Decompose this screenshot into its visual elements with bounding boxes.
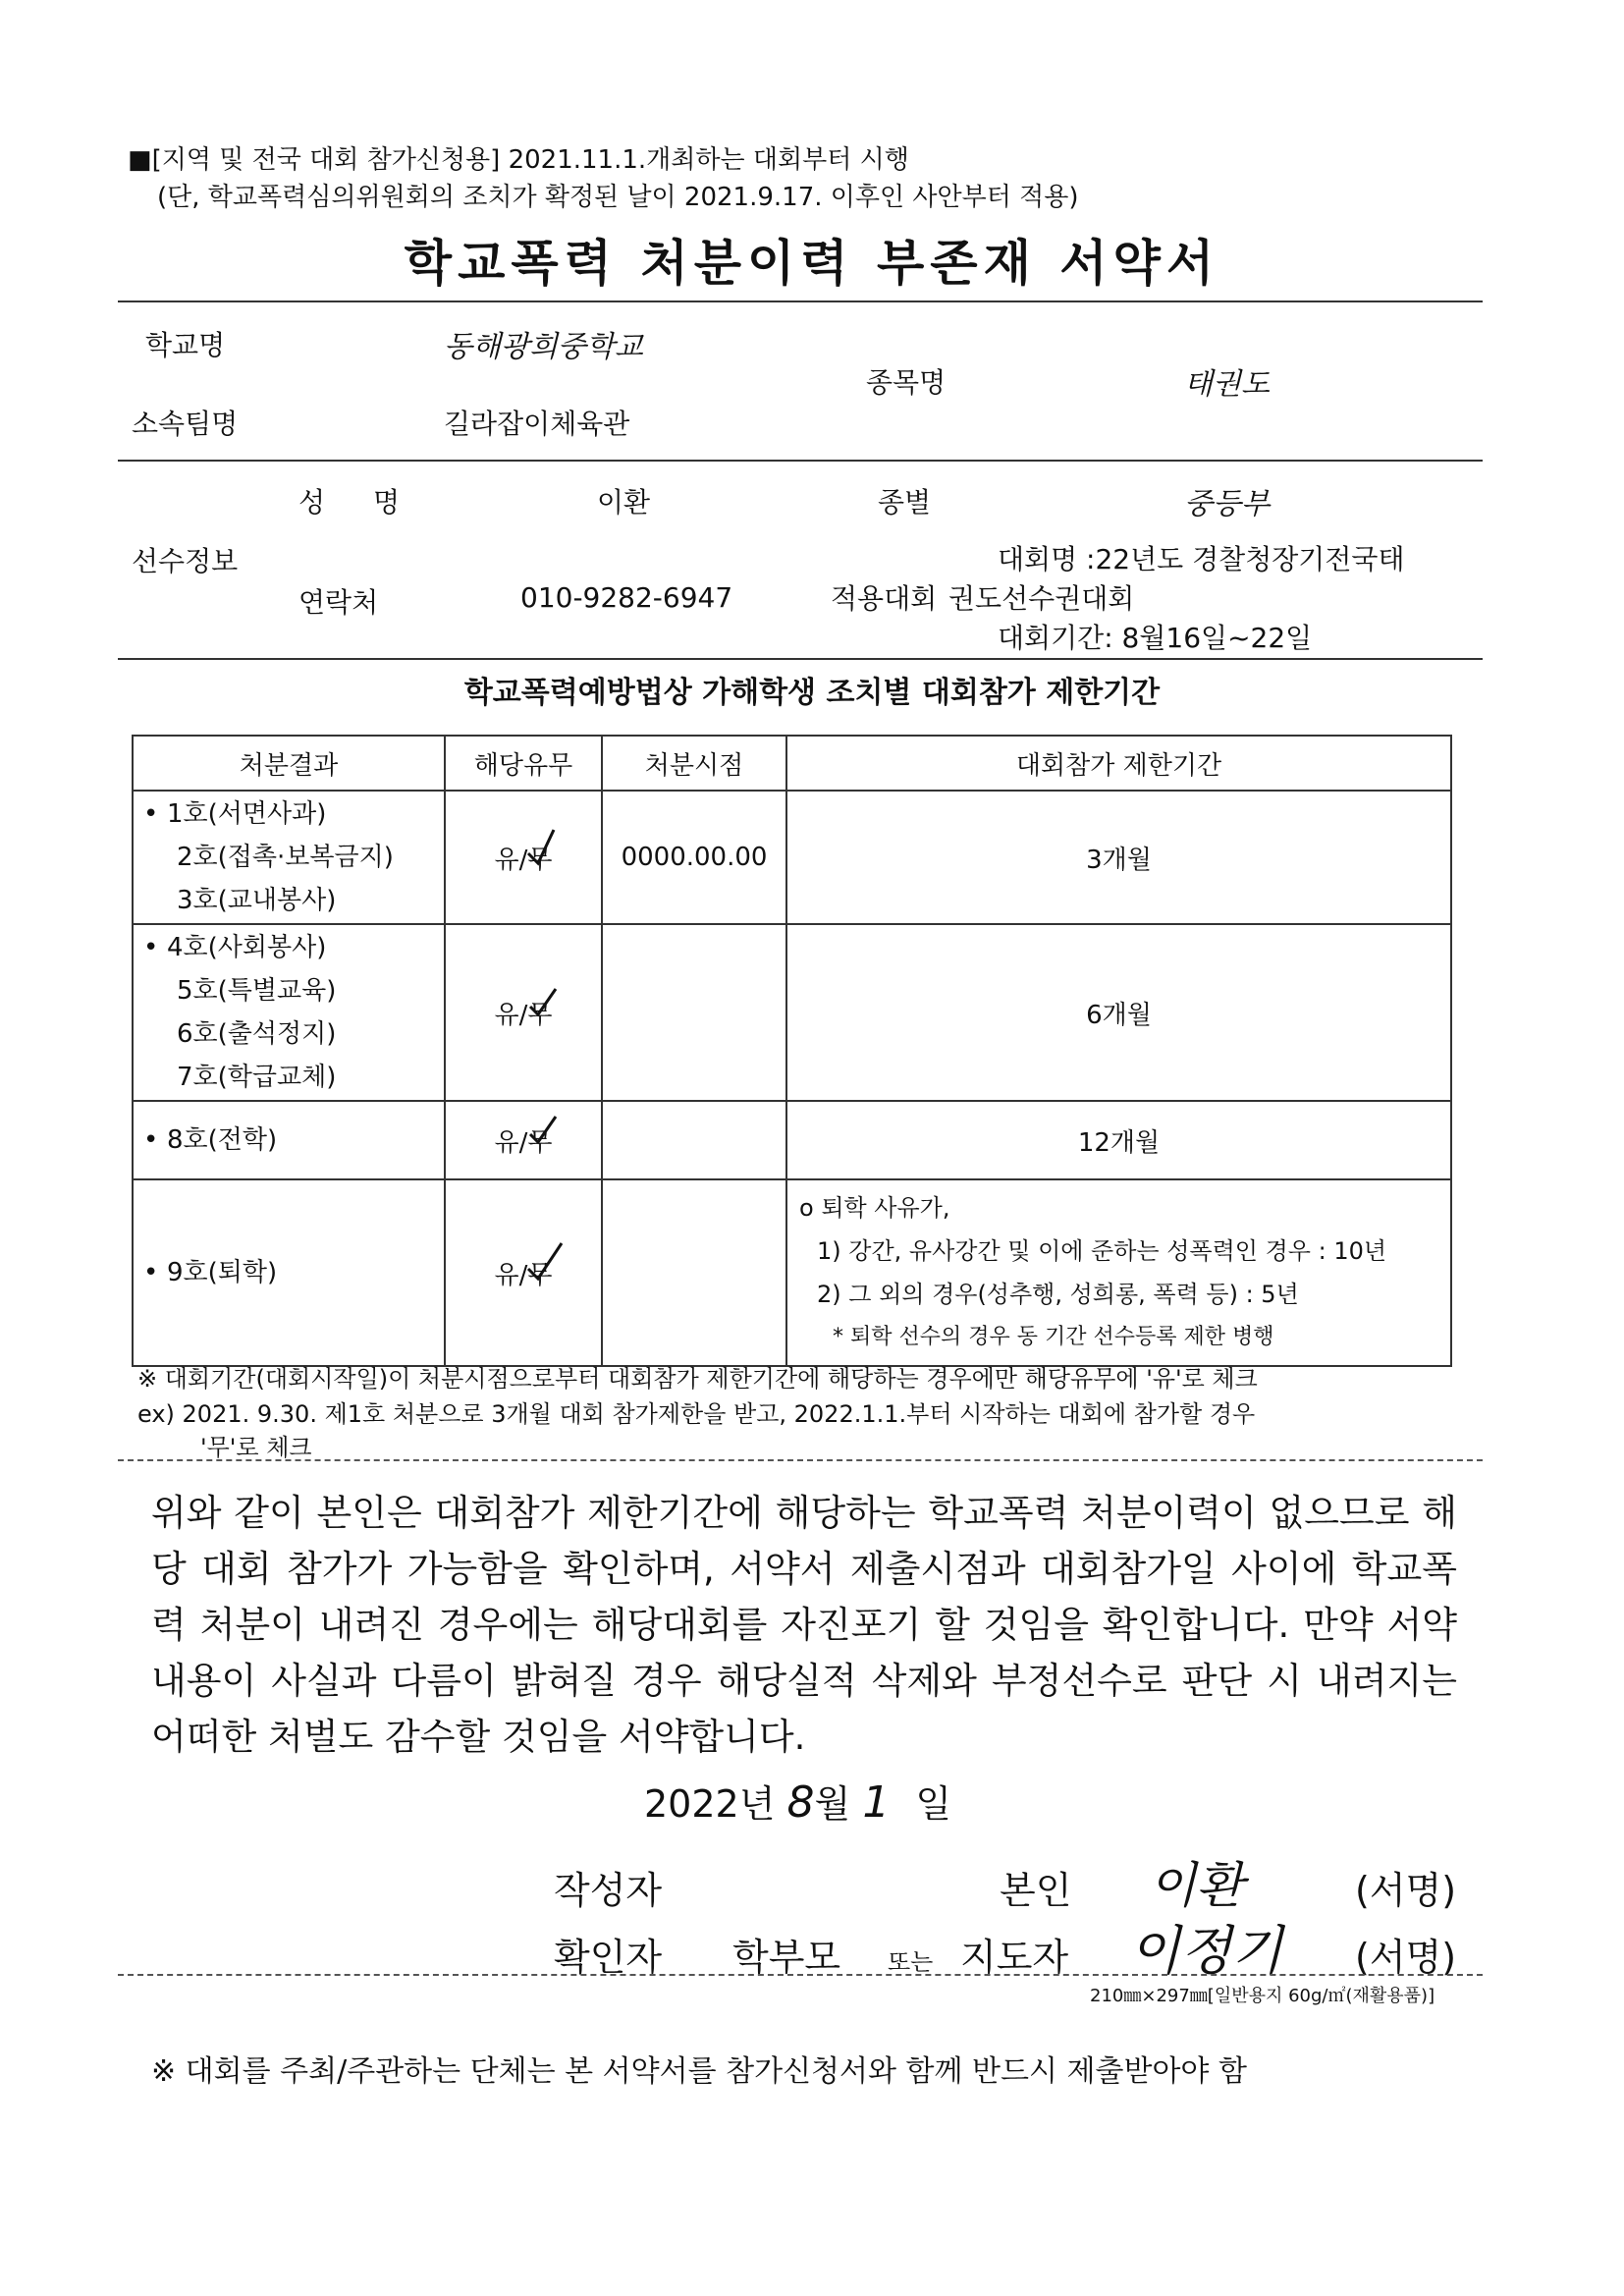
check-text: 유/무 bbox=[494, 1127, 553, 1158]
school-label: 학교명 bbox=[145, 329, 226, 361]
result-item: 7호(학급교체) bbox=[177, 1063, 337, 1092]
header-result: 처분결과 bbox=[133, 736, 445, 791]
checkmark-icon bbox=[524, 1239, 571, 1286]
category-value: 중등부 bbox=[1184, 487, 1270, 521]
sign-mark-1: (서명) bbox=[1355, 1869, 1457, 1912]
coach-label: 지도자 bbox=[960, 1936, 1069, 1979]
divider bbox=[118, 301, 1483, 302]
self-label: 본인 bbox=[1000, 1869, 1072, 1912]
checkmark-icon bbox=[524, 1107, 571, 1154]
footer-note: ※ 대회를 주최/주관하는 단체는 본 서약서를 참가신청서와 함께 반드시 제출받아야 함 bbox=[151, 2054, 1247, 2089]
check-text: 유/무 bbox=[494, 845, 553, 875]
header-limit: 대회참가 제한기간 bbox=[786, 736, 1451, 791]
divider bbox=[118, 1974, 1483, 1976]
divider bbox=[118, 658, 1483, 660]
coach-signature: 이정기 bbox=[1129, 1920, 1283, 1982]
paper-spec: 210㎜×297㎜[일반용지 60g/㎡(재활용품)] bbox=[1090, 1986, 1435, 2006]
name-label: 성 명 bbox=[298, 486, 419, 519]
meet-period: 대회기간: 8월16일~22일 bbox=[998, 622, 1313, 654]
pledge-paragraph: 위와 같이 본인은 대회참가 제한기간에 해당하는 학교폭력 처분이력이 없으므로 해당 대회 참가가 가능함을 확인하며, 서약서 제출시점과 대회참가일 사이에 학교폭력 처분이 내려진 경우에는 해당대회를 자진포기 할 것임을 확인합니다. 만약 서약내용이 사실과 다름이 밝혀질 경우 해당실적 삭제와 부정선수로 판단 시 내려지는 어떠한 처벌도 감수할 것임을 서약합니다. bbox=[151, 1492, 1457, 1758]
date-day: 일 bbox=[915, 1782, 952, 1826]
meet-name-line1: 대회명 :22년도 경찰청장기전국태 bbox=[998, 543, 1405, 575]
note-3: '무'로 체크 bbox=[200, 1434, 312, 1461]
restriction-table bbox=[132, 735, 1452, 1367]
date-cell: 0000.00.00 bbox=[602, 791, 786, 924]
date-year: 2022년 bbox=[644, 1782, 776, 1826]
limit-cell bbox=[786, 1179, 1451, 1366]
limit-cell: 12개월 bbox=[786, 1101, 1451, 1179]
or-label: 또는 bbox=[888, 1948, 934, 1976]
result-cell: • 9호(퇴학) bbox=[133, 1179, 445, 1366]
date-cell bbox=[602, 1101, 786, 1179]
applied-meet-label: 적용대회 bbox=[831, 582, 938, 615]
date-line bbox=[644, 1774, 951, 1828]
table-row bbox=[133, 1179, 1451, 1366]
team-value: 길라잡이체육관 bbox=[444, 408, 630, 440]
player-info-label: 선수정보 bbox=[132, 545, 239, 577]
date-cell bbox=[602, 924, 786, 1101]
result-item: 5호(특별교육) bbox=[177, 976, 337, 1006]
contact-label: 연락처 bbox=[298, 586, 379, 619]
table-row bbox=[133, 924, 1451, 1101]
result-item: 3호(교내봉사) bbox=[177, 886, 337, 915]
writer-label: 작성자 bbox=[554, 1869, 663, 1912]
header-applicable: 해당유무 bbox=[445, 736, 602, 791]
date-day-hand: 1 bbox=[862, 1777, 891, 1828]
team-label: 소속팀명 bbox=[132, 408, 239, 440]
note-2: ex) 2021. 9.30. 제1호 처분으로 3개월 대회 참가제한을 받고, 2022.1.1.부터 시작하는 대회에 참가할 경우 bbox=[137, 1400, 1256, 1428]
applicable-cell bbox=[445, 1179, 602, 1366]
self-signature: 이환 bbox=[1149, 1857, 1244, 1914]
result-item: 6호(출석정지) bbox=[177, 1019, 337, 1049]
applicable-cell bbox=[445, 791, 602, 924]
check-text: 유/무 bbox=[494, 1260, 553, 1290]
date-cell bbox=[602, 1179, 786, 1366]
checkmark-icon bbox=[524, 824, 571, 871]
result-item: 8호(전학) bbox=[167, 1125, 278, 1155]
check-text: 유/무 bbox=[494, 1000, 553, 1030]
name-value: 이환 bbox=[597, 486, 651, 519]
result-item: 1호(서면사과) bbox=[167, 799, 327, 829]
result-item: 2호(접촉·보복금지) bbox=[177, 843, 394, 872]
table-row bbox=[133, 1101, 1451, 1179]
reason-line: 1) 강간, 유사강간 및 이에 준하는 성폭력인 경우 : 10년 bbox=[817, 1237, 1387, 1265]
limit-cell: 3개월 bbox=[786, 791, 1451, 924]
event-label: 종목명 bbox=[866, 366, 947, 399]
header-line-2: (단, 학교폭력심의위원회의 조치가 확정된 날이 2021.9.17. 이후인 사안부터 적용) bbox=[157, 183, 1079, 212]
event-value: 태권도 bbox=[1184, 367, 1270, 402]
header-line-1: ■[지역 및 전국 대회 참가신청용] 2021.11.1.개최하는 대회부터 시행 bbox=[128, 145, 909, 175]
school-value: 동해광희중학교 bbox=[444, 330, 643, 364]
table-header-row bbox=[133, 736, 1451, 791]
reason-line: o 퇴학 사유가, bbox=[799, 1194, 950, 1222]
document-title: 학교폭력 처분이력 부존재 서약서 bbox=[404, 235, 1220, 292]
applicable-cell bbox=[445, 924, 602, 1101]
divider bbox=[118, 460, 1483, 462]
contact-value: 010-9282-6947 bbox=[520, 581, 733, 614]
checkmark-icon bbox=[524, 979, 571, 1026]
result-item: 4호(사회봉사) bbox=[167, 933, 327, 962]
reason-line: 2) 그 외의 경우(성추행, 성희롱, 폭력 등) : 5년 bbox=[817, 1281, 1299, 1308]
date-month-hand: 8 bbox=[786, 1777, 815, 1828]
limit-cell: 6개월 bbox=[786, 924, 1451, 1101]
divider bbox=[118, 1459, 1483, 1461]
result-cell: • 8호(전학) bbox=[133, 1101, 445, 1179]
confirmer-label: 확인자 bbox=[554, 1936, 663, 1979]
result-item: 9호(퇴학) bbox=[167, 1258, 278, 1287]
result-cell: • 1호(서면사과) 2호(접촉·보복금지) 3호(교내봉사) bbox=[133, 791, 445, 924]
table-row bbox=[133, 791, 1451, 924]
reason-line: * 퇴학 선수의 경우 동 기간 선수등록 제한 병행 bbox=[833, 1325, 1274, 1349]
applicable-cell bbox=[445, 1101, 602, 1179]
date-month: 월 bbox=[814, 1782, 851, 1826]
sign-mark-2: (서명) bbox=[1355, 1936, 1457, 1979]
result-cell: • 4호(사회봉사) 5호(특별교육) 6호(출석정지) 7호(학급교체) bbox=[133, 924, 445, 1101]
parent-label: 학부모 bbox=[732, 1936, 841, 1979]
header-date: 처분시점 bbox=[602, 736, 786, 791]
meet-name-line2: 권도선수권대회 bbox=[948, 582, 1135, 615]
table-title: 학교폭력예방법상 가해학생 조치별 대회참가 제한기간 bbox=[463, 676, 1161, 710]
note-1: ※ 대회기간(대회시작일)이 처분시점으로부터 대회참가 제한기간에 해당하는 경우에만 해당유무에 '유'로 체크 bbox=[137, 1365, 1258, 1393]
category-label: 종별 bbox=[878, 486, 932, 519]
